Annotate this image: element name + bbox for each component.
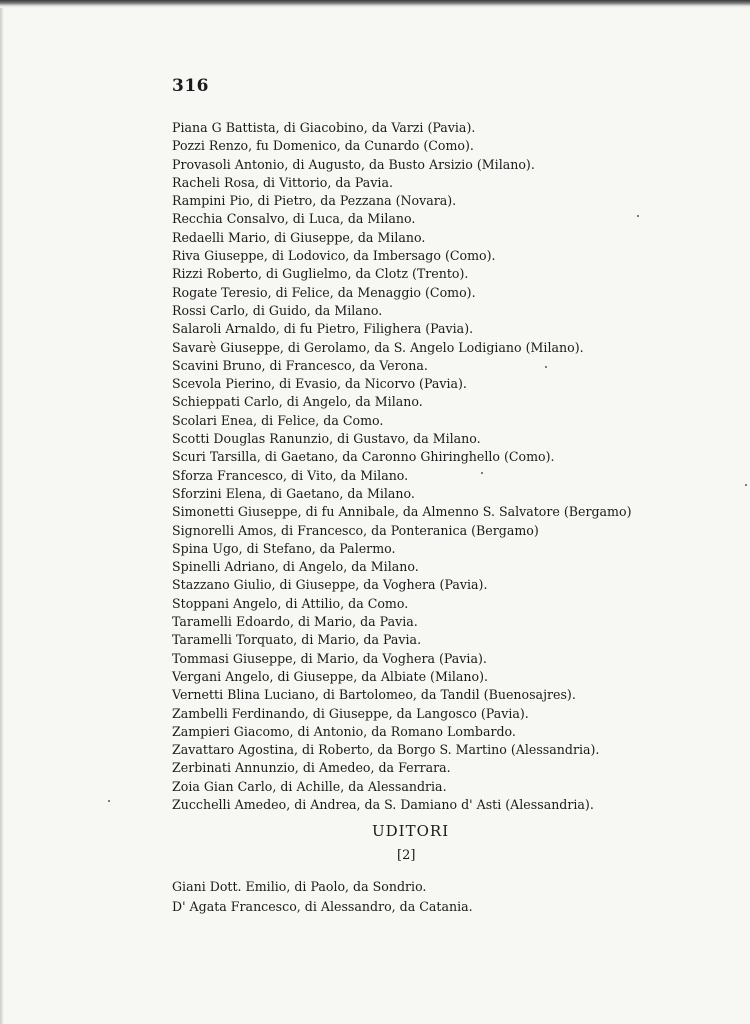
scan-speck (637, 215, 639, 217)
list-item: Stoppani Angelo, di Attilio, da Como. (172, 595, 409, 611)
list-item: Rizzi Roberto, di Guglielmo, da Clotz (Trento). (172, 266, 469, 282)
list-item: Simonetti Giuseppe, di fu Annibale, da Almenno S. Salvatore (Bergamo) (172, 504, 632, 520)
list-item: Provasoli Antonio, di Augusto, da Busto Arsizio (Milano). (172, 156, 535, 172)
list-item: Zampieri Giacomo, di Antonio, da Romano Lombardo. (172, 723, 516, 739)
scan-left-edge (0, 8, 4, 1024)
list-item: Scavini Bruno, di Francesco, da Verona. (172, 357, 428, 373)
list-item: Rampini Pio, di Pietro, da Pezzana (Novara). (172, 193, 457, 209)
list-item: Schieppati Carlo, di Angelo, da Milano. (172, 394, 423, 410)
list-item: Racheli Rosa, di Vittorio, da Pavia. (172, 174, 393, 190)
list-item: Salaroli Arnaldo, di fu Pietro, Filighera (Pavia). (172, 321, 474, 337)
list-item: Vernetti Blina Luciano, di Bartolomeo, da Tandil (Buenosajres). (172, 687, 576, 703)
list-item: Rossi Carlo, di Guido, da Milano. (172, 302, 383, 318)
list-item: D' Agata Francesco, di Alessandro, da Catania. (172, 899, 473, 914)
scan-speck (545, 366, 547, 368)
list-item: Sforzini Elena, di Gaetano, da Milano. (172, 485, 415, 501)
scan-speck (108, 800, 110, 802)
list-item: Sforza Francesco, di Vito, da Milano. (172, 467, 409, 483)
list-item: Scotti Douglas Ranunzio, di Gustavo, da Milano. (172, 431, 481, 447)
list-item: Recchia Consalvo, di Luca, da Milano. (172, 211, 416, 227)
list-item: Giani Dott. Emilio, di Paolo, da Sondrio. (172, 879, 427, 894)
list-item: Taramelli Edoardo, di Mario, da Pavia. (172, 614, 418, 630)
student-list (172, 119, 632, 814)
list-item: Stazzano Giulio, di Giuseppe, da Voghera (Pavia). (172, 577, 488, 593)
list-item: Signorelli Amos, di Francesco, da Ponteranica (Bergamo) (172, 522, 539, 538)
list-item: Tommasi Giuseppe, di Mario, da Voghera (Pavia). (172, 650, 487, 666)
list-item: Scolari Enea, di Felice, da Como. (172, 412, 384, 428)
list-item: Rogate Teresio, di Felice, da Menaggio (Como). (172, 284, 476, 300)
section-heading: UDITORI (372, 822, 450, 840)
list-item: Vergani Angelo, di Giuseppe, da Albiate (Milano). (172, 668, 489, 684)
list-item: Spinelli Adriano, di Angelo, da Milano. (172, 559, 419, 575)
list-item: Riva Giuseppe, di Lodovico, da Imbersago (Como). (172, 248, 496, 264)
list-item: Pozzi Renzo, fu Domenico, da Cunardo (Como). (172, 138, 474, 154)
list-item: Zavattaro Agostina, di Roberto, da Borgo S. Martino (Alessandria). (172, 742, 600, 758)
list-item: Zoia Gian Carlo, di Achille, da Alessandria. (172, 778, 447, 794)
list-item: Savarè Giuseppe, di Gerolamo, da S. Angelo Lodigiano (Milano). (172, 339, 584, 355)
list-item: Piana G Battista, di Giacobino, da Varzi (Pavia). (172, 120, 476, 135)
scan-speck (745, 484, 747, 486)
scan-speck (481, 472, 483, 474)
page-number: 316 (172, 76, 209, 96)
list-item: Scuri Tarsilla, di Gaetano, da Caronno Ghiringhello (Como). (172, 449, 555, 465)
section-count: [2] (397, 848, 416, 863)
list-item: Spina Ugo, di Stefano, da Palermo. (172, 540, 396, 556)
list-item: Scevola Pierino, di Evasio, da Nicorvo (Pavia). (172, 376, 467, 392)
scan-top-edge (0, 0, 750, 8)
list-item: Taramelli Torquato, di Mario, da Pavia. (172, 632, 422, 648)
list-item: Zambelli Ferdinando, di Giuseppe, da Langosco (Pavia). (172, 705, 529, 721)
list-item: Zucchelli Amedeo, di Andrea, da S. Damiano d' Asti (Alessandria). (172, 796, 594, 812)
list-item: Zerbinati Annunzio, di Amedeo, da Ferrara. (172, 760, 451, 776)
list-item: Redaelli Mario, di Giuseppe, da Milano. (172, 229, 426, 245)
auditor-list (172, 877, 473, 917)
